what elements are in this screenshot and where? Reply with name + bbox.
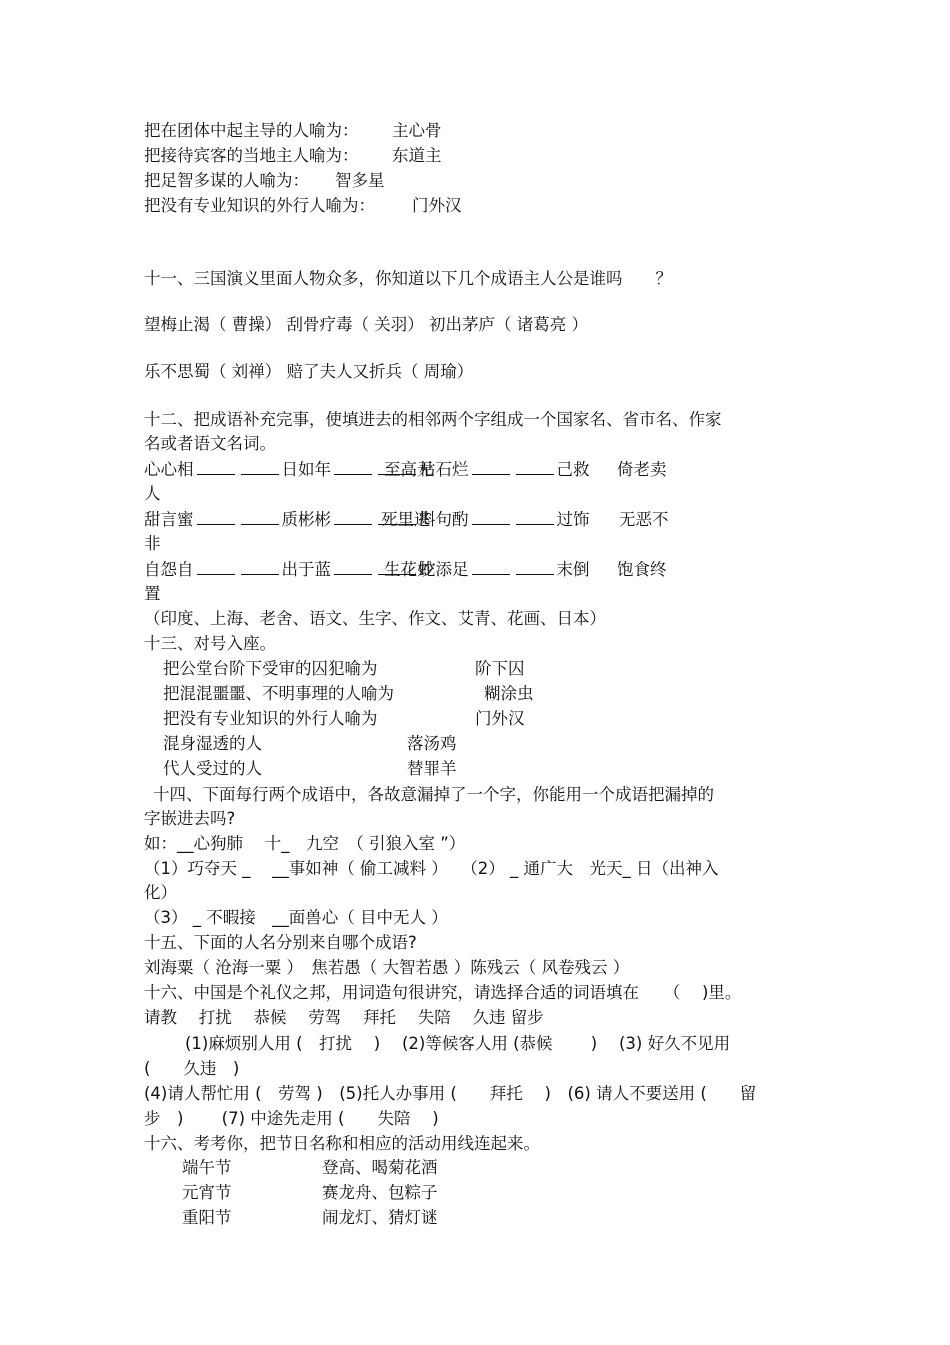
text-line xyxy=(144,557,667,582)
fill-blank xyxy=(516,558,554,575)
text-line xyxy=(144,1056,239,1081)
text-segment: 把没有专业知识的外行人喻为： xyxy=(144,196,384,215)
text-segment: 望梅止渴（ 曹操） 刮骨疗毒（ 关羽） 初出茅庐（ 诸葛亮 ） xyxy=(144,315,588,334)
text-line xyxy=(182,1180,438,1205)
text-segment: 饱食终 xyxy=(617,560,667,579)
text-line xyxy=(144,1106,439,1131)
text-segment: 心心相 xyxy=(144,460,194,479)
text-segment: 十二、把成语补充完事，使填进去的相邻两个字组成一个国家名、省市名、作家 xyxy=(144,410,722,429)
text-line xyxy=(185,1031,730,1056)
text-segment: 日如年 xyxy=(281,460,331,479)
text-segment: 十六、中国是个礼仪之邦，用词造句很讲究，请选择合适的词语填在 （ )里。 xyxy=(144,983,742,1002)
text-segment: （3） _ 不暇接 __面兽心（ 目中无人 ） xyxy=(144,908,448,927)
text-line xyxy=(144,606,606,631)
text-line xyxy=(144,930,417,955)
text-line xyxy=(144,531,161,556)
text-line xyxy=(163,656,525,681)
text-segment: 质彬彬 xyxy=(281,510,331,529)
text-segment: 元宵节 xyxy=(182,1183,232,1202)
fill-blank xyxy=(516,508,554,525)
text-line xyxy=(144,831,465,856)
text-segment: 登高、喝菊花酒 xyxy=(322,1158,438,1177)
text-segment: 人 xyxy=(144,484,161,503)
fill-blank xyxy=(472,508,510,525)
text-segment: 置 xyxy=(144,584,161,603)
text-segment: 把混混噩噩、不明事理的人喻为 xyxy=(163,684,394,703)
text-line xyxy=(144,1005,544,1030)
text-segment: 自怨自 xyxy=(144,560,194,579)
fill-blank xyxy=(516,458,554,475)
fill-blank xyxy=(472,558,510,575)
text-segment: 死里逃 xyxy=(381,510,431,529)
fill-blank xyxy=(197,558,235,575)
fill-blank xyxy=(334,508,372,525)
text-segment: 重阳节 xyxy=(182,1208,232,1227)
text-segment: 甜言蜜 xyxy=(144,510,194,529)
text-segment: 斟句酌 xyxy=(419,510,469,529)
text-segment: 十三、对号入座。 xyxy=(144,634,276,653)
text-segment: 蛇添足 xyxy=(419,560,469,579)
text-segment: 非 xyxy=(144,534,161,553)
text-segment: 把足智多谋的人喻为： xyxy=(144,171,318,190)
text-segment: (1)麻烦别人用 ( 打扰 ) (2)等候客人用 (恭候 ) (3) 好久不见用 xyxy=(185,1034,731,1053)
text-segment: 过饰 xyxy=(556,510,590,529)
text-line xyxy=(163,681,534,706)
text-line xyxy=(144,905,448,930)
text-segment: (4)请人帮忙用 ( 劳驾 ) (5)托人办事用 ( 拜托 ) (6) 请人不要送用 ( 留 xyxy=(144,1084,757,1103)
text-segment: 字嵌进去吗? xyxy=(144,809,236,828)
text-segment: 替罪羊 xyxy=(407,759,457,778)
fill-blank xyxy=(197,508,235,525)
text-segment: 把公堂台阶下受审的囚犯喻为 xyxy=(163,659,378,678)
fill-blank xyxy=(197,458,235,475)
text-line xyxy=(144,457,667,482)
text-segment: 糊涂虫 xyxy=(484,684,534,703)
text-line xyxy=(144,507,669,532)
text-line xyxy=(144,980,741,1005)
fill-blank xyxy=(241,458,279,475)
text-segment: 端午节 xyxy=(182,1158,232,1177)
text-segment: 阶下囚 xyxy=(475,659,525,678)
text-segment: 混身湿透的人 xyxy=(163,734,262,753)
text-segment: 落汤鸡 xyxy=(407,734,457,753)
text-line xyxy=(144,312,588,337)
text-segment: 代人受过的人 xyxy=(163,759,262,778)
text-line xyxy=(144,143,442,168)
text-line xyxy=(163,706,525,731)
text-segment: （1）巧夺天 _ __事如神（ 偷工减料 ） （2） _ 通广大 光天_ 日（出神入 xyxy=(144,859,719,878)
text-segment: 名或者语文名词。 xyxy=(144,434,276,453)
text-segment: 把接待宾客的当地主人喻为： xyxy=(144,146,367,165)
text-segment: 化） xyxy=(144,883,177,902)
text-line xyxy=(144,806,235,831)
fill-blank xyxy=(334,458,372,475)
text-line xyxy=(182,1155,438,1180)
text-segment: 十四、下面每行两个成语中，各故意漏掉了一个字，你能用一个成语把漏掉的 xyxy=(153,785,714,804)
text-segment: 把在团体中起主导的人喻为： xyxy=(144,121,367,140)
text-line xyxy=(144,266,672,291)
text-line xyxy=(144,581,161,606)
text-segment: 十六、考考你，把节日名称和相应的活动用线连起来。 xyxy=(144,1134,540,1153)
text-segment: （印度、上海、老舍、语文、生字、作文、艾青、花画、日本） xyxy=(144,609,606,628)
text-line xyxy=(144,193,462,218)
text-segment: 至高无 xyxy=(384,460,434,479)
text-segment: 倚老卖 xyxy=(617,460,667,479)
text-segment: 智多星 xyxy=(335,171,385,190)
text-segment: 十一、三国演义里面人物众多，你知道以下几个成语主人公是谁吗 ？ xyxy=(144,269,672,288)
text-line xyxy=(144,1131,540,1156)
text-segment: 生花妙 xyxy=(384,560,434,579)
text-segment: ( 久违 ) xyxy=(144,1059,240,1078)
text-segment: 十五、下面的人名分别来自哪个成语? xyxy=(144,933,417,952)
text-segment: 刘海粟（ 沧海一粟 ） 焦若愚（ 大智若愚 ）陈残云（ 风卷残云 ） xyxy=(144,958,630,977)
text-segment: 赛龙舟、包粽子 xyxy=(322,1183,438,1202)
text-line xyxy=(163,756,457,781)
text-segment: 末倒 xyxy=(556,560,590,579)
text-line xyxy=(144,856,718,881)
text-segment: 乐不思蜀（ 刘禅） 赔了夫人又折兵（ 周瑜） xyxy=(144,362,474,381)
text-line xyxy=(182,1205,438,1230)
text-line xyxy=(144,880,177,905)
text-segment: 门外汉 xyxy=(412,196,462,215)
text-segment: 步 ) (7) 中途先走用 ( 失陪 ) xyxy=(144,1109,439,1128)
text-line xyxy=(144,431,276,456)
text-line xyxy=(144,168,385,193)
text-segment: 无恶不 xyxy=(619,510,669,529)
text-line xyxy=(144,955,629,980)
text-segment: 东道主 xyxy=(392,146,442,165)
text-segment: 把没有专业知识的外行人喻为 xyxy=(163,709,378,728)
text-line xyxy=(153,782,714,807)
text-segment: 主心骨 xyxy=(392,121,442,140)
text-line xyxy=(144,1081,756,1106)
text-line xyxy=(144,118,442,143)
text-line xyxy=(144,407,722,432)
fill-blank xyxy=(241,558,279,575)
fill-blank xyxy=(241,508,279,525)
text-segment: 枯石烂 xyxy=(419,460,469,479)
fill-blank xyxy=(334,558,372,575)
text-line xyxy=(144,359,473,384)
text-line xyxy=(144,481,161,506)
text-segment: 如：__心狗肺 十_ 九空 （ 引狼入室 ”） xyxy=(144,834,466,853)
text-line xyxy=(144,631,276,656)
text-line xyxy=(163,731,457,756)
text-segment: 请教 打扰 恭候 劳驾 拜托 失陪 久违 留步 xyxy=(144,1008,544,1027)
text-segment: 门外汉 xyxy=(475,709,525,728)
text-segment: 闹龙灯、猜灯谜 xyxy=(322,1208,438,1227)
fill-blank xyxy=(472,458,510,475)
text-segment: 出于蓝 xyxy=(281,560,331,579)
text-segment: 己救 xyxy=(556,460,590,479)
